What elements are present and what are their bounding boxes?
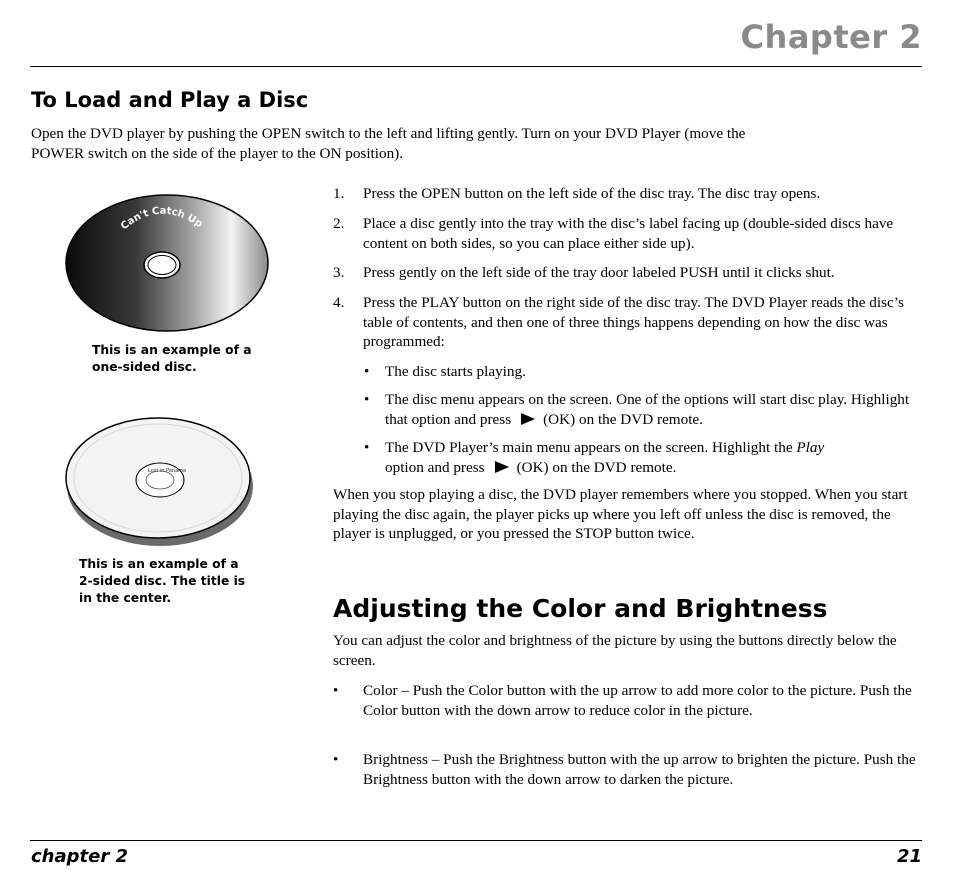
step-text: Press the PLAY button on the right side of the disc tray. The DVD Player reads the disc’s table of contents, and then one of three things happens depending on how the disc was programmed: <box>363 294 904 351</box>
page-number: 21 <box>896 846 922 867</box>
play-arrow-icon <box>495 461 509 473</box>
substep-text <box>385 390 925 429</box>
bullet-symbol: • <box>333 751 339 768</box>
disc-caption-one-sided: This is an example of a one-sided disc. <box>92 343 252 374</box>
step-text: Press gently on the left side of the tray door labeled PUSH until it clicks shut. <box>363 264 835 281</box>
bullet-symbol: • <box>364 439 370 456</box>
step-number: 4. <box>333 294 345 311</box>
step-number: 2. <box>333 215 345 232</box>
chapter-heading: Chapter 2 <box>740 18 922 56</box>
substep-text-part: (OK) on the DVD remote. <box>516 458 677 476</box>
two-sided-disc-illustration <box>64 412 260 548</box>
section-title-color-brightness: Adjusting the Color and Brightness <box>333 594 828 623</box>
substep-text-part: The DVD Player’s main menu appears on the screen. Highlight the <box>385 439 793 456</box>
step-text: Press the OPEN button on the left side of the disc tray. The disc tray opens. <box>363 185 821 202</box>
substep-text-part: option and press <box>385 458 485 476</box>
step-number: 3. <box>333 264 345 281</box>
one-sided-disc-illustration <box>64 190 270 332</box>
substep-text <box>385 438 925 477</box>
substep-text-part: The disc menu appears on the screen. One of the options will start disc play. Highlight that option and press <box>385 391 910 428</box>
disc-center-title: Lost in Panama <box>148 468 187 474</box>
bullet-symbol: • <box>364 363 370 380</box>
list-item-text: Brightness – Push the Brightness button with the up arrow to brighten the picture. Push the Brightness button with the down arrow to darken the picture. <box>363 751 916 788</box>
disc-caption-two-sided: This is an example of a 2-sided disc. The title is in the center. <box>79 557 246 605</box>
list-item-text: Color – Push the Color button with the up arrow to add more color to the picture. Push the Color button with the down arrow to reduce color in the picture. <box>363 682 912 719</box>
bullet-symbol: • <box>333 682 339 699</box>
section-intro: Open the DVD player by pushing the OPEN switch to the left and lifting gently. Turn on your DVD Player (move the POWER switch on the side of the player to the ON position). <box>31 125 746 162</box>
step-number: 1. <box>333 185 345 202</box>
play-arrow-icon <box>521 413 535 425</box>
footer-chapter-label: chapter 2 <box>31 846 128 867</box>
section2-intro: You can adjust the color and brightness of the picture by using the buttons directly below the screen. <box>333 632 897 669</box>
stop-paragraph: When you stop playing a disc, the DVD player remembers where you stopped. When you start playing the disc again, the player picks up where you left off unless the disc is removed, the player is unplugged, or you pressed the STOP button twice. <box>333 486 908 543</box>
section-title-load-play: To Load and Play a Disc <box>31 88 309 112</box>
disc-label-text: Can't Catch Up <box>119 205 205 233</box>
header-rule <box>30 66 922 67</box>
step-text: Place a disc gently into the tray with the disc’s label facing up (double-sided discs have content on both sides, so you can place either side up). <box>363 215 894 252</box>
substep-text-part: (OK) on the DVD remote. <box>543 410 703 428</box>
play-emphasis: Play <box>796 439 825 456</box>
substep-text: The disc starts playing. <box>385 363 526 380</box>
footer-rule <box>30 840 922 841</box>
bullet-symbol: • <box>364 391 370 408</box>
